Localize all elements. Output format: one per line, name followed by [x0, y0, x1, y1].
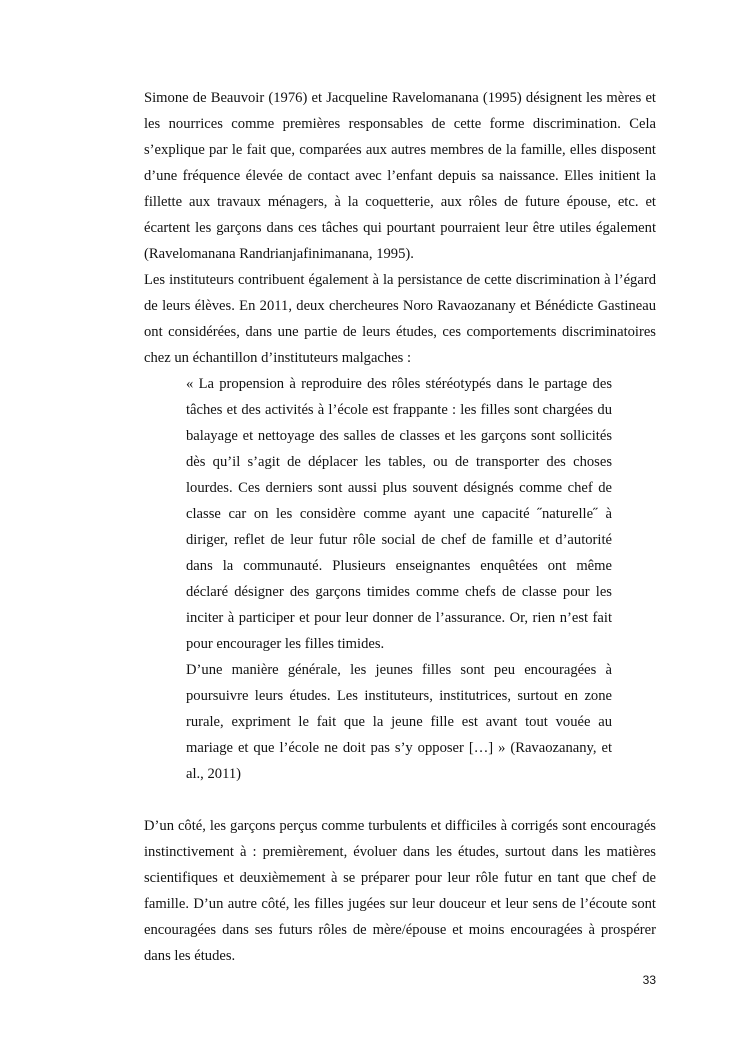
paragraph-intro: Simone de Beauvoir (1976) et Jacqueline Ravelomanana (1995) désignent les mères et les nourrices comme premières responsables de cette forme discrimination. Cela s’explique par le fait que, comparées aux autres membres de la famille, elles disposent d’une fréquence élevée de contact avec l’enfant depuis sa naissance. Elles initient la fillette aux travaux ménagers, à la coquetterie, aux rôles de future épouse, etc. et écartent les garçons dans ces tâches qui pourtant pourraient leur être utiles également (Ravelomanana Randrianjafinimanana, 1995). — [144, 90, 656, 262]
block-quote-part-2: D’une manière générale, les jeunes filles sont peu encouragées à poursuivre leurs études. Les instituteurs, institutrices, surtout en zone rurale, expriment le fait que la jeune fille est avant tout vouée au mariage et que l’école ne doit pas s’y opposer […] » (Ravaozanany, et al., 2011) — [186, 662, 612, 782]
paragraph-conclusion: D’un côté, les garçons perçus comme turbulents et difficiles à corrigés sont encouragés instinctivement à : premièrement, évoluer dans les études, surtout dans les matières scientifiques et deuxièmement à se préparer pour leur rôle futur en tant que chef de famille. D’un autre côté, les filles jugées sur leur douceur et leur sens de l’écoute sont encouragées dans ses futurs rôles de mère/épouse et moins encouragées à prospérer dans les études. — [144, 818, 656, 964]
page-number: 33 — [642, 973, 656, 987]
block-quote-part-1: « La propension à reproduire des rôles stéréotypés dans le partage des tâches et des activités à l’école est frappante : les filles sont chargées du balayage et nettoyage des salles de classes et les garçons sont sollicités dès qu’il s’agit de déplacer les tables, ou de transporter des choses lourdes. Ces derniers sont aussi plus souvent désignés comme chef de classe car on les considère comme ayant une capacité ˝naturelle˝ à diriger, reflet de leur futur rôle social de chef de famille et d’autorité dans la communauté. Plusieurs enseignantes enquêtées ont même déclaré désigner des garçons timides comme chefs de classe pour les inciter à participer et pour leur donner de l’assurance. Or, rien n’est fait pour encourager les filles timides. — [186, 376, 612, 652]
paragraph-teachers: Les instituteurs contribuent également à la persistance de cette discrimination à l’égard de leurs élèves. En 2011, deux chercheures Noro Ravaozanany et Bénédicte Gastineau ont considérées, dans une partie de leurs études, ces comportements discriminatoires chez un échantillon d’instituteurs malgaches : — [144, 272, 656, 366]
